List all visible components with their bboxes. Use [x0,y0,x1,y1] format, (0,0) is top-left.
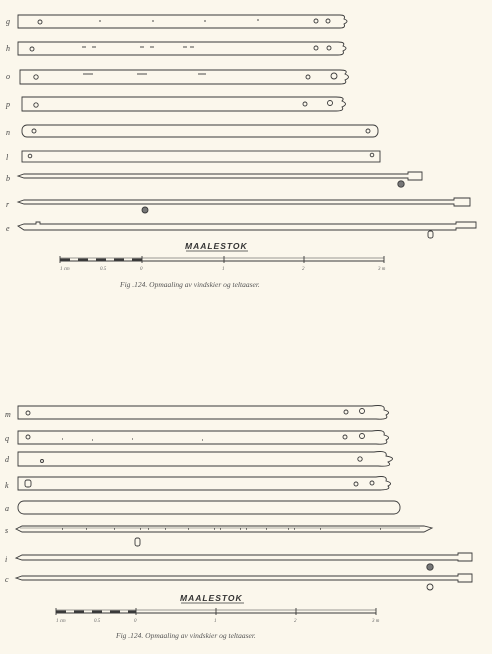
tick-label: 1 cm [60,267,70,272]
board-label: s [5,526,9,535]
board-label: p [6,100,10,109]
figure-caption: Fig .124. Opmaaling av vindskier og teltaaser. [120,280,260,289]
tick-label: 0.5 [100,267,107,272]
tick-label: 1 cm [56,619,66,624]
board-label: l [6,153,9,162]
tick-label: 3 m [378,267,386,272]
board-label: e [6,224,10,233]
figure-caption: Fig .124. Opmaaling av vindskier og teltaaser. [116,631,256,640]
tick-label: 0 [134,619,137,624]
board-label: d [5,455,9,464]
tick-label: 1 [222,267,225,272]
board-label: c [5,575,9,584]
board-label: i [5,555,8,564]
board-label: o [6,72,10,81]
board-label: b [6,174,10,183]
board-label: g [6,17,10,26]
tick-label: 1 [214,619,217,624]
tick-label: 0.5 [94,619,101,624]
board-label: n [6,128,10,137]
board-label: k [5,481,9,490]
board-label: h [6,44,10,53]
scale-title: MAALESTOK [180,593,243,603]
board-label: a [5,504,9,513]
board-label: r [6,200,10,209]
scale-title: MAALESTOK [185,241,248,251]
tick-label: 3 m [372,619,380,624]
tick-label: 0 [140,267,143,272]
tick-label: 2 [302,267,305,272]
board-label: q [5,434,9,443]
board-label: m [5,410,11,419]
tick-label: 2 [294,619,297,624]
